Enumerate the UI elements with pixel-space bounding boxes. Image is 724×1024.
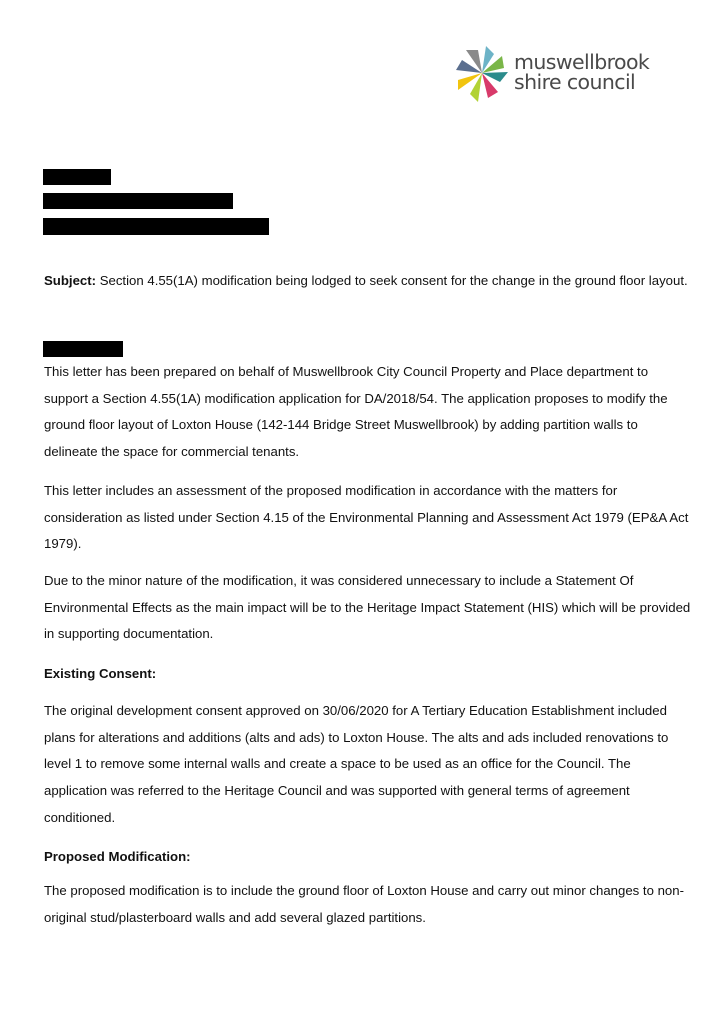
paragraph-proposed-modification: The proposed modification is to include the ground floor of Loxton House and carry out minor changes to non-original stud/plasterboard walls and add several glazed partitions. <box>44 883 684 925</box>
council-logo-mark-icon <box>452 42 512 104</box>
logo-line-1: muswellbrook <box>514 50 650 74</box>
redacted-addressee-name <box>43 169 111 185</box>
paragraph-minor-nature: Due to the minor nature of the modification, it was considered unnecessary to include a Statement Of Environmental Effects as the main impact will be to the Heritage Impact Statement (HIS) which will be provided in supporting documentation. <box>44 573 691 642</box>
redacted-salutation <box>43 341 123 357</box>
paragraph-intro: This letter has been prepared on behalf of Muswellbrook City Council Property and Place department to support a Section 4.55(1A) modification application for DA/2018/54. The application proposes to modify the ground floor layout of Loxton House (142-144 Bridge Street Muswellbrook) by adding partition walls to delineate the space for commercial tenants. <box>44 364 668 460</box>
redacted-address-line-1 <box>43 193 233 209</box>
subject-line <box>44 272 694 289</box>
logo-line-2: shire council <box>514 70 636 94</box>
paragraph-existing-consent: The original development consent approved on 30/06/2020 for A Tertiary Education Establishment included plans for alterations and additions (alts and ads) to Loxton House. The alts and ads included renovations to level 1 to remove some internal walls and create a space to be used as an office for the Council. The application was referred to the Heritage Council and was supported with general terms of agreement conditioned. <box>44 703 669 825</box>
subject-text: Section 4.55(1A) modification being lodged to seek consent for the change in the ground floor layout. <box>99 273 688 288</box>
heading-proposed-modification: Proposed Modification: <box>44 849 191 864</box>
subject-label: Subject: <box>44 273 97 288</box>
paragraph-assessment: This letter includes an assessment of the proposed modification in accordance with the matters for consideration as listed under Section 4.15 of the Environmental Planning and Assessment Act 1979 (EP&A Act 1979). <box>44 483 689 552</box>
council-logo-text <box>514 52 649 92</box>
redacted-address-line-2 <box>43 218 269 235</box>
heading-existing-consent: Existing Consent: <box>44 666 157 681</box>
council-logo <box>452 42 662 104</box>
